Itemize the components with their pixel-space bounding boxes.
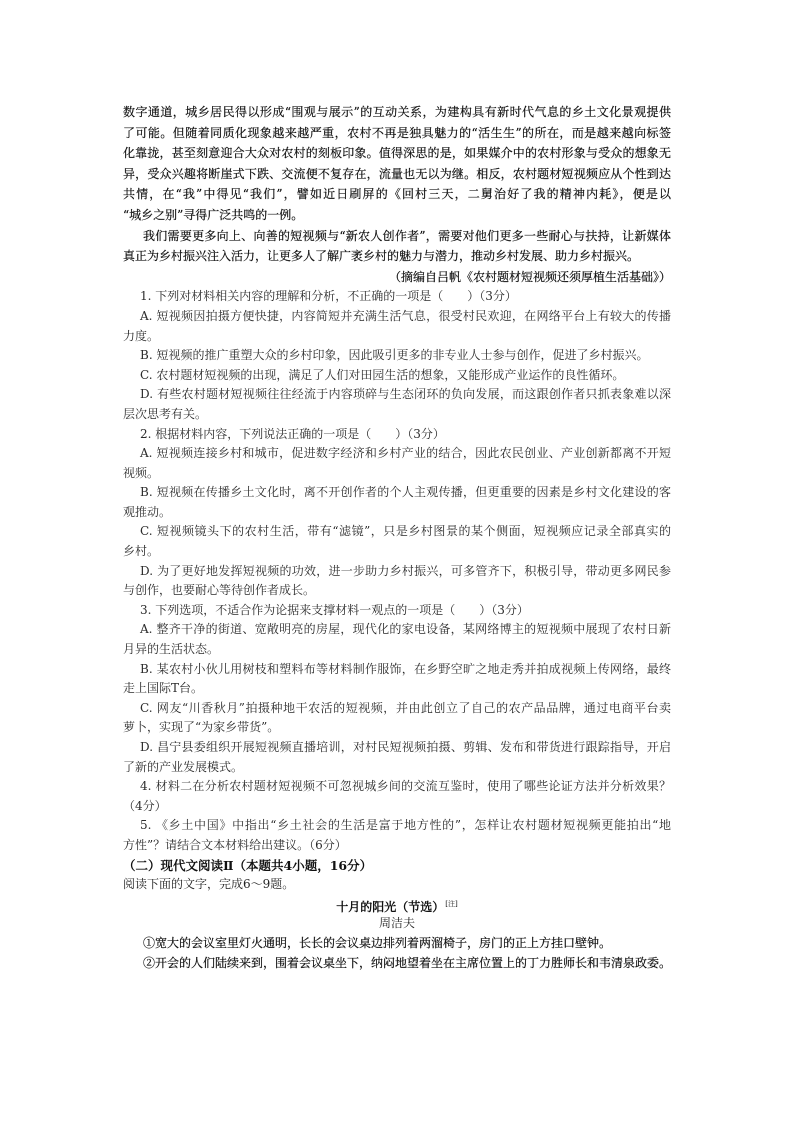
answer-option-line: 萝卜，实现了“为家乡带货”。 xyxy=(123,720,280,735)
material-paragraph xyxy=(123,226,671,267)
answer-option-line: B. 某农村小伙儿用树枝和塑料布等材料制作服饰，在乡野空旷之地走秀并拍成视频上传网络，最终 xyxy=(140,661,671,676)
answer-option xyxy=(123,346,671,366)
material-line: 了可能。但随着同质化现象越来越严重，农村不再是独具魅力的“活生生”的所在，而是越来越向标签 xyxy=(123,125,671,140)
passage-paragraph xyxy=(123,954,671,974)
passage-paragraph xyxy=(123,934,671,954)
question-item xyxy=(123,425,671,601)
answer-option-line: C. 农村题材短视频的出现，满足了人们对田园生活的想象，又能形成产业运作的良性循环。 xyxy=(140,367,625,382)
answer-option-line: C. 网友“川香秋月”拍摄种地干农活的短视频，并由此创立了自己的农产品品牌，通过电商平台卖 xyxy=(140,700,671,715)
answer-option-line: C. 短视频镜头下的农村生活，带有“滤镜”，只是乡村图景的某个侧面，短视频应记录全部真实的 xyxy=(140,524,671,539)
material-line: 数字通道，城乡居民得以形成“围观与展示”的互动关系，为建构具有新时代气息的乡土文化景观提供 xyxy=(123,105,671,119)
question-stem-line: 1. 下列对材料相关内容的理解和分析，不正确的一项是（ ）（3分） xyxy=(140,289,517,304)
answer-option-line: 视频。 xyxy=(123,465,160,480)
material-line: 共情，在“我”中得见“我们”，譬如近日刷屏的《回村三天，二舅治好了我的精神内耗》，便是以 xyxy=(123,187,671,202)
answer-option-line: D. 昌宁县委组织开展短视频直播培训，对村民短视频拍摄、剪辑、发布和带货进行跟踪指导，开启 xyxy=(140,740,671,754)
answer-option-line: D. 为了更好地发挥短视频的功效，进一步助力乡村振兴，可多管齐下，积极引导，带动更多网民参 xyxy=(140,563,671,578)
answer-option-line: 乡村。 xyxy=(123,544,160,559)
answer-option xyxy=(123,483,671,522)
section-instruction: 阅读下面的文字，完成6～9题。 xyxy=(123,877,295,892)
question-stem-line: 2. 根据材料内容，下列说法正确的一项是（ ）（3分） xyxy=(140,426,445,441)
question-stem-line: 4. 材料二在分析农村题材短视频不可忽视城乡间的交流互鉴时，使用了哪些论证方法并分析效果？ xyxy=(140,779,671,794)
answer-option-line: 月异的生活状态。 xyxy=(123,642,220,657)
source-citation: （摘编自吕帆《农村题材短视频还须厚植生活基础》） xyxy=(388,269,671,284)
question-stem xyxy=(123,777,671,816)
content-column xyxy=(123,102,671,973)
answer-option-line: 与创作，也要耐心等待创作者成长。 xyxy=(123,583,316,598)
answer-option-line: 了新的产业发展模式。 xyxy=(123,759,244,774)
answer-option-line: 观推动。 xyxy=(123,504,172,519)
answer-option xyxy=(123,660,671,699)
answer-option-line: A. 整齐干净的街道、宽敞明亮的房屋，现代化的家电设备，某网络博主的短视频中展现了农村日新 xyxy=(140,622,671,637)
question-item xyxy=(123,287,671,424)
section-heading: （二）现代文阅读Ⅱ（本题共4小题，16分） xyxy=(123,857,373,873)
question-list xyxy=(123,287,671,855)
question-stem-line: 5. 《乡土中国》中指出“乡土社会的生活是富于地方性的”，怎样让农村题材短视频更能拍出“地 xyxy=(140,818,671,833)
answer-option xyxy=(123,444,671,483)
material-line: 真正为乡村振兴注入活力，让更多人了解广袤乡村的魅力与潜力，推动乡村发展、助力乡村振兴。 xyxy=(123,249,640,264)
answer-option xyxy=(123,366,671,386)
material-paragraph xyxy=(123,102,671,226)
question-item xyxy=(123,777,671,816)
material-line: “城乡之别”寻得广泛共鸣的一例。 xyxy=(123,207,304,222)
passage-author: 周洁夫 xyxy=(378,916,415,931)
answer-option xyxy=(123,620,671,659)
question-stem-line: 方性”？请结合文本材料给出建议。（6分） xyxy=(123,837,347,852)
answer-option xyxy=(123,699,671,738)
question-item xyxy=(123,816,671,855)
answer-option-line: A. 短视频因拍摄方便快捷，内容简短并充满生活气息，很受村民欢迎，在网络平台上有较大的传播 xyxy=(140,308,671,323)
answer-option-line: 层次思考有关。 xyxy=(123,406,208,421)
passage-line: ①宽大的会议室里灯火通明，长长的会议桌边排列着两溜椅子，房门的正上方挂口壁钟。 xyxy=(143,935,612,950)
question-item xyxy=(123,601,671,777)
question-stem xyxy=(123,816,671,855)
question-stem-line: （4分） xyxy=(123,798,167,813)
passage-title-text: 十月的阳光（节选） xyxy=(336,899,445,914)
answer-option xyxy=(123,562,671,601)
material-line: 异，受众兴趣将断崖式下跌、交流便不复存在，流量也无以为继。相反，农村题材短视频应从个性到达 xyxy=(123,166,671,181)
passage-body xyxy=(123,934,671,973)
answer-option xyxy=(123,385,671,424)
question-stem xyxy=(123,425,671,445)
material-excerpt xyxy=(123,102,671,267)
material-line: 我们需要更多向上、向善的短视频与“新农人创作者”，需要对他们更多一些耐心与扶持，让新媒体 xyxy=(143,228,671,243)
question-stem-line: 3. 下列选项，不适合作为论据来支撑材料一观点的一项是（ ）（3分） xyxy=(140,602,529,617)
answer-option xyxy=(123,738,671,777)
question-stem xyxy=(123,601,671,621)
answer-option-line: B. 短视频的推广重塑大众的乡村印象，因此吸引更多的非专业人士参与创作，促进了乡村振兴。 xyxy=(140,348,649,363)
answer-option-line: 走上国际T台。 xyxy=(123,681,204,696)
reading-section xyxy=(123,856,671,974)
answer-option-line: D. 有些农村题材短视频往往经流于内容琐碎与生态闭环的负向发展，而这跟创作者只抓表象难以深 xyxy=(140,387,671,402)
answer-option xyxy=(123,307,671,346)
answer-option-line: B. 短视频在传播乡土文化时，离不开创作者的个人主观传播，但更重要的因素是乡村文化建设的客 xyxy=(140,485,671,500)
answer-option-line: 力度。 xyxy=(123,328,160,343)
passage-title xyxy=(123,895,671,915)
question-stem xyxy=(123,287,671,307)
answer-option xyxy=(123,522,671,561)
title-note-marker: [注] xyxy=(445,899,458,908)
answer-option-line: A. 短视频连接乡村和城市，促进数字经济和乡村产业的结合，因此农民创业、产业创新都离不开短 xyxy=(140,446,671,461)
passage-line: ②开会的人们陆续来到，围着会议桌坐下，纳闷地望着坐在主席位置上的丁力胜师长和韦清泉政委。 xyxy=(143,955,672,970)
material-line: 化靠拢，甚至刻意迎合大众对农村的刻板印象。值得深思的是，如果媒介中的农村形象与受众的想象无 xyxy=(123,146,671,161)
